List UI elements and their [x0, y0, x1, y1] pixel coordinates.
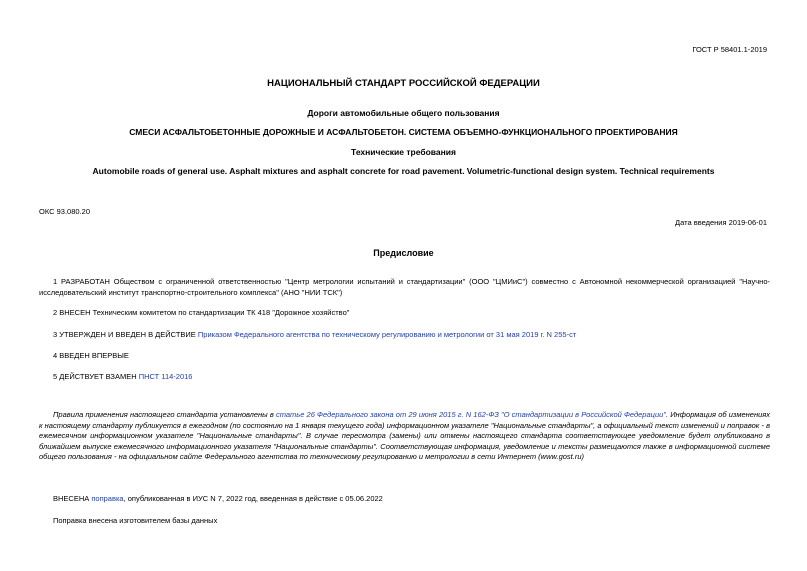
foreword-item-3-text: 3 УТВЕРЖДЕН И ВВЕДЕН В ДЕЙСТВИЕ: [53, 330, 198, 339]
amendment-note: [53, 494, 383, 503]
roads-subtitle: Дороги автомобильные общего пользования: [307, 108, 500, 118]
rules-suffix: . Информация об изменениях к настоящему стандарту публикуется в ежегодном (по состоянию на 1 января текущего года) информационном указателе "Национальные стандарты", а официальный текст изменений и поправок - в ежемесячном информационном указателе "Национальные стандарты". В случае пересмотра (замены) или отмены настоящего стандарта соответствующее уведомление будет опубликовано в ближайшем выпуске ежемесячного информационного указателя "Национальные стандарты". Соответствующая информация, уведомление и тексты размещаются также в информационной системе общего пользования - на официальном сайте Федерального агентства по техническому регулированию и метрологии в сети Интернет (www.gost.ru): [39, 410, 771, 461]
english-title: Automobile roads of general use. Asphalt mixtures and asphalt concrete for road pavement. Volumetric-functional design system. Technical requirements: [92, 166, 715, 176]
order-link[interactable]: Приказом Федерального агентства по техническому регулированию и метрологии от 31 мая 2019 г. N 255-ст: [197, 330, 577, 339]
foreword-heading: Предисловие: [373, 248, 434, 258]
foreword-item-1: 1 РАЗРАБОТАН Обществом с ограниченной ответственностью "Центр метрологии испытаний и стандартизации" (ООО "ЦМИиС") совместно с Автономной некоммерческой организацией "Научно-исследовательский институт транспортно-строительного комплекса" (АНО "НИИ ТСК"): [39, 277, 770, 297]
federal-law-link[interactable]: статье 26 Федерального закона от 29 июня 2015 г. N 162-ФЗ "О стандартизации в Российской Федерации": [275, 410, 666, 419]
introduction-date: Дата введения 2019-06-01: [675, 218, 767, 227]
foreword-item-5: [39, 372, 770, 383]
national-standard-heading: НАЦИОНАЛЬНЫЙ СТАНДАРТ РОССИЙСКОЙ ФЕДЕРАЦИИ: [267, 78, 540, 89]
amendment-suffix: , опубликованная в ИУС N 7, 2022 год, введенная в действие с 05.06.2022: [123, 494, 383, 503]
amendment-prefix: ВНЕСЕНА: [53, 494, 92, 503]
amendment-maker-note: Поправка внесена изготовителем базы данных: [53, 516, 218, 525]
standard-code: ГОСТ Р 58401.1-2019: [692, 45, 767, 54]
document-title: СМЕСИ АСФАЛЬТОБЕТОННЫЕ ДОРОЖНЫЕ И АСФАЛЬТОБЕТОН. СИСТЕМА ОБЪЕМНО-ФУНКЦИОНАЛЬНОГО ПРОЕКТИРОВАНИЯ: [129, 127, 678, 137]
foreword-item-5-text: 5 ДЕЙСТВУЕТ ВЗАМЕН: [53, 372, 139, 381]
application-rules-paragraph: [39, 410, 770, 463]
replaced-standard-link[interactable]: ПНСТ 114-2016: [138, 372, 193, 381]
amendment-link[interactable]: поправка: [91, 494, 124, 503]
technical-requirements-heading: Технические требования: [351, 147, 456, 157]
foreword-item-4: 4 ВВЕДЕН ВПЕРВЫЕ: [53, 351, 129, 360]
rules-prefix: Правила применения настоящего стандарта установлены в: [53, 410, 276, 419]
foreword-item-2: 2 ВНЕСЕН Техническим комитетом по стандартизации ТК 418 "Дорожное хозяйство": [53, 308, 350, 317]
oks-code: ОКС 93.080.20: [39, 207, 90, 216]
foreword-item-3: [39, 330, 770, 341]
